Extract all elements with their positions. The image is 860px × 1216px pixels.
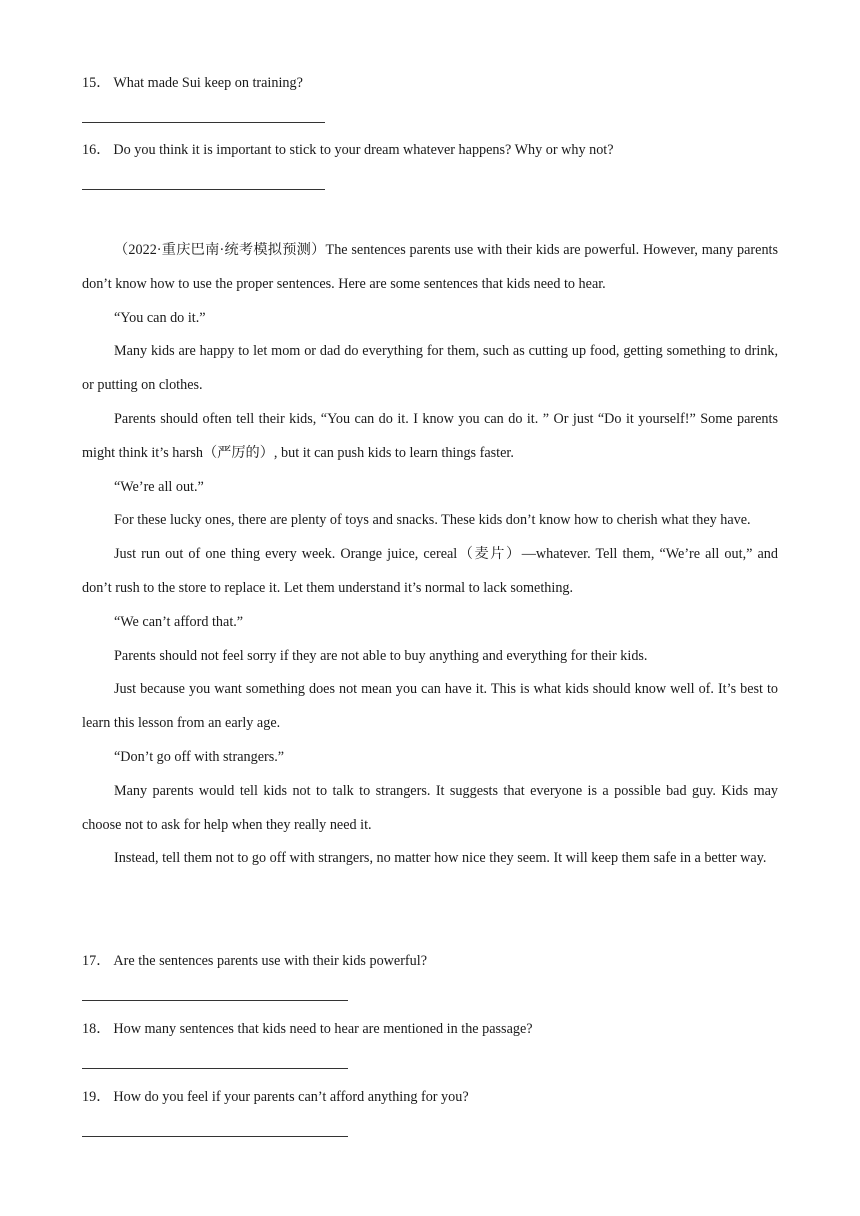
answer-line-19[interactable] [82,1136,348,1137]
answer-line-18[interactable] [82,1068,348,1069]
passage-paragraph: “You can do it.” [114,309,206,326]
answer-line-15[interactable] [82,122,325,123]
passage-paragraph: Parents should often tell their kids, “You can do it. I know you can do it. ” Or just “Do it yourself!” Some parents might think it’s harsh（严厉的）, but it can push kids to learn things faster. [82,410,778,461]
passage-paragraph: “We’re all out.” [114,478,204,495]
answer-line-17[interactable] [82,1000,348,1001]
question-text: How do you feel if your parents can’t afford anything for you? [113,1089,469,1105]
question-16 [82,141,614,159]
question-15 [82,74,303,92]
passage-paragraph: Parents should not feel sorry if they are not able to buy anything and everything for their kids. [114,647,648,664]
question-text: Are the sentences parents use with their kids powerful? [113,953,427,969]
passage-paragraph: Many kids are happy to let mom or dad do everything for them, such as cutting up food, getting something to drink, or putting on clothes. [82,343,778,394]
question-number: 19． [82,1089,111,1105]
question-text: What made Sui keep on training? [113,75,303,91]
passage-paragraph: Many parents would tell kids not to talk to strangers. It suggests that everyone is a possible bad guy. Kids may choose not to ask for help when they really need it. [82,782,778,833]
passage-paragraph: （2022·重庆巴南·统考模拟预测）The sentences parents use with their kids are powerful. However, many parents don’t know how to use the proper sentences. Here are some sentences that kids need to hear. [82,242,778,292]
passage-paragraph: For these lucky ones, there are plenty of toys and snacks. These kids don’t know how to cherish what they have. [114,512,751,529]
passage-paragraph: “Don’t go off with strangers.” [114,748,285,765]
answer-line-16[interactable] [82,189,325,190]
question-number: 18． [82,1021,111,1037]
passage-paragraph: “We can’t afford that.” [114,613,244,630]
question-number: 15． [82,75,111,91]
passage-paragraph: Just run out of one thing every week. Orange juice, cereal（麦片）—whatever. Tell them, “We’re all out,” and don’t rush to the store to replace it. Let them understand it’s normal to lack something. [82,546,778,596]
passage-paragraph: Just because you want something does not mean you can have it. This is what kids should know well of. It’s best to learn this lesson from an early age. [82,681,778,732]
reading-passage [82,234,778,876]
question-number: 17． [82,953,111,969]
passage-paragraph: Instead, tell them not to go off with strangers, no matter how nice they seem. It will keep them safe in a better way. [114,850,767,867]
question-17 [82,952,427,970]
question-18 [82,1020,533,1038]
question-text: Do you think it is important to stick to your dream whatever happens? Why or why not? [113,142,614,158]
question-19 [82,1088,469,1106]
question-number: 16． [82,142,111,158]
question-text: How many sentences that kids need to hear are mentioned in the passage? [113,1021,533,1037]
